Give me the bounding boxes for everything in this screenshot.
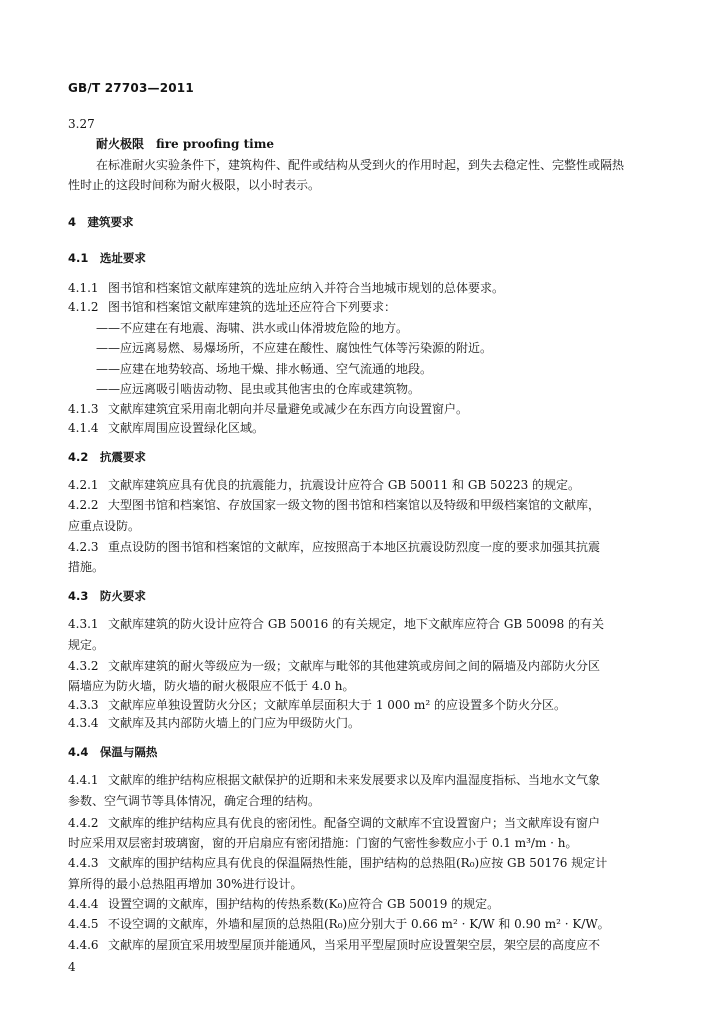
clause-text: 文献库建筑的耐火等级应为一级；文献库与毗邻的其他建筑或房间之间的隔墙及内部防火分区 bbox=[108, 659, 601, 673]
clause-text: 文献库建筑应具有优良的抗震能力，抗震设计应符合 GB 50011 和 GB 50223 的规定。 bbox=[108, 478, 581, 492]
list-item bbox=[68, 678, 354, 694]
clause-text: 不设空调的文献库，外墙和屋顶的总热阻(R₀)应分别大于 0.66 m² · K/W 和 0.90 m² · K/W。 bbox=[108, 917, 610, 931]
clause-text: 设置空调的文献库，围护结构的传热系数(K₀)应符合 GB 50019 的规定。 bbox=[108, 897, 500, 911]
list-item bbox=[68, 280, 504, 296]
list-item bbox=[68, 815, 600, 831]
list-item bbox=[68, 876, 303, 892]
clause-text: 文献库及其内部防火墙上的门应为甲级防火门。 bbox=[108, 716, 361, 730]
list-item bbox=[68, 697, 566, 713]
clause-number: 4.4.2 bbox=[68, 816, 99, 830]
clause-number: 4.2.2 bbox=[68, 498, 99, 512]
list-item bbox=[68, 637, 104, 653]
list-item bbox=[68, 937, 600, 953]
clause-text: ——应建在地势较高、场地干燥、排水畅通、空气流通的地段。 bbox=[96, 362, 433, 376]
list-item bbox=[68, 518, 140, 534]
list-item bbox=[68, 855, 607, 871]
list-item bbox=[68, 539, 600, 555]
term-definition-line1: 在标准耐火实验条件下，建筑构件、配件或结构从受到火的作用时起，到失去稳定性、完整性或隔热 bbox=[96, 158, 625, 172]
list-item bbox=[68, 793, 320, 809]
clause-text: 文献库建筑宜采用南北朝向并尽量避免或减少在东西方向设置窗户。 bbox=[108, 402, 469, 416]
clause-number: 4.2.1 bbox=[68, 478, 99, 492]
clause-text: ——应远离易燃、易爆场所，不应建在酸性、腐蚀性气体等污染源的附近。 bbox=[96, 341, 493, 355]
clause-number: 4.3.2 bbox=[68, 659, 99, 673]
clause-text: 时应采用双层密封玻璃窗，窗的开启扇应有密闭措施：门窗的气密性参数应小于 0.1 m³/m · h。 bbox=[68, 836, 578, 850]
clause-text: 应重点设防。 bbox=[68, 519, 141, 533]
clause-text: 大型图书馆和档案馆、存放国家一级文物的图书馆和档案馆以及特级和甲级档案馆的文献库， bbox=[108, 498, 601, 512]
clause-number: 4.4.6 bbox=[68, 938, 99, 952]
clause-text: 算所得的最小总热阻再增加 30%进行设计。 bbox=[68, 877, 303, 891]
term-title: 耐火极限 fire proofing time bbox=[96, 137, 275, 151]
list-item bbox=[68, 477, 580, 493]
clause-text: ——应远离吸引啮齿动物、昆虫或其他害虫的仓库或建筑物。 bbox=[96, 382, 421, 396]
section-heading-4-3: 4.3 防火要求 bbox=[68, 589, 146, 603]
list-item bbox=[68, 715, 360, 731]
clause-number: 4.1.1 bbox=[68, 281, 99, 295]
clause-text: 文献库应单独设置防火分区；文献库单层面积大于 1 000 m² 的应设置多个防火分区。 bbox=[108, 698, 566, 712]
clause-number: 4.3.3 bbox=[68, 698, 99, 712]
clause-number: 4.4.4 bbox=[68, 897, 99, 911]
clause-text: 文献库周围应设置绿化区域。 bbox=[108, 421, 265, 435]
clause-text: 文献库建筑的防火设计应符合 GB 50016 的有关规定，地下文献库应符合 GB 50098 的有关 bbox=[108, 617, 605, 631]
standard-code: GB/T 27703—2011 bbox=[68, 81, 194, 95]
section-heading-4-2: 4.2 抗震要求 bbox=[68, 450, 146, 464]
list-item bbox=[68, 420, 264, 436]
clause-number: 4.1.3 bbox=[68, 402, 99, 416]
clause-number: 4.2.3 bbox=[68, 540, 99, 554]
clause-text: 图书馆和档案馆文献库建筑的选址应纳入并符合当地城市规划的总体要求。 bbox=[108, 281, 505, 295]
clause-number-3-27: 3.27 bbox=[68, 117, 95, 131]
section-heading-4-4: 4.4 保温与隔热 bbox=[68, 745, 158, 759]
list-item bbox=[68, 497, 600, 513]
clause-text: 文献库的屋顶宜采用坡型屋顶并能通风，当采用平型屋顶时应设置架空层，架空层的高度应不 bbox=[108, 938, 601, 952]
clause-text: ——不应建在有地震、海啸、洪水或山体滑坡危险的地方。 bbox=[96, 321, 409, 335]
clause-number: 4.4.1 bbox=[68, 773, 99, 787]
list-item bbox=[96, 320, 408, 336]
list-item bbox=[68, 916, 610, 932]
list-item bbox=[68, 299, 396, 315]
clause-text: 图书馆和档案馆文献库建筑的选址还应符合下列要求： bbox=[108, 300, 397, 314]
clause-text: 规定。 bbox=[68, 638, 105, 652]
list-item bbox=[68, 835, 578, 851]
clause-text: 措施。 bbox=[68, 560, 105, 574]
page-number: 4 bbox=[68, 960, 76, 974]
list-item bbox=[96, 361, 432, 377]
clause-number: 4.3.4 bbox=[68, 716, 99, 730]
list-item bbox=[96, 381, 420, 397]
list-item bbox=[68, 401, 468, 417]
clause-text: 隔墙应为防火墙，防火墙的耐火极限应不低于 4.0 h。 bbox=[68, 679, 355, 693]
clause-text: 文献库的围护结构应具有优良的保温隔热性能，围护结构的总热阻(R₀)应按 GB 50176 规定计 bbox=[108, 856, 608, 870]
clause-number: 4.3.1 bbox=[68, 617, 99, 631]
section-heading-4: 4 建筑要求 bbox=[68, 215, 134, 229]
clause-number: 4.1.2 bbox=[68, 300, 99, 314]
section-heading-4-1: 4.1 选址要求 bbox=[68, 251, 146, 265]
list-item bbox=[68, 658, 600, 674]
clause-text: 文献库的维护结构应根据文献保护的近期和未来发展要求以及库内温湿度指标、当地水文气象 bbox=[108, 773, 601, 787]
clause-number: 4.4.3 bbox=[68, 856, 99, 870]
clause-number: 4.1.4 bbox=[68, 421, 99, 435]
list-item bbox=[68, 896, 499, 912]
clause-number: 4.4.5 bbox=[68, 917, 99, 931]
list-item bbox=[68, 616, 604, 632]
clause-text: 重点设防的图书馆和档案馆的文献库，应按照高于本地区抗震设防烈度一度的要求加强其抗震 bbox=[108, 540, 601, 554]
list-item bbox=[96, 340, 492, 356]
clause-text: 参数、空气调节等具体情况，确定合理的结构。 bbox=[68, 794, 321, 808]
term-definition-line2: 性时止的这段时间称为耐火极限，以小时表示。 bbox=[68, 178, 321, 192]
list-item bbox=[68, 772, 600, 788]
clause-text: 文献库的维护结构应具有优良的密闭性。配备空调的文献库不宜设置窗户；当文献库设有窗户 bbox=[108, 816, 601, 830]
list-item bbox=[68, 559, 104, 575]
